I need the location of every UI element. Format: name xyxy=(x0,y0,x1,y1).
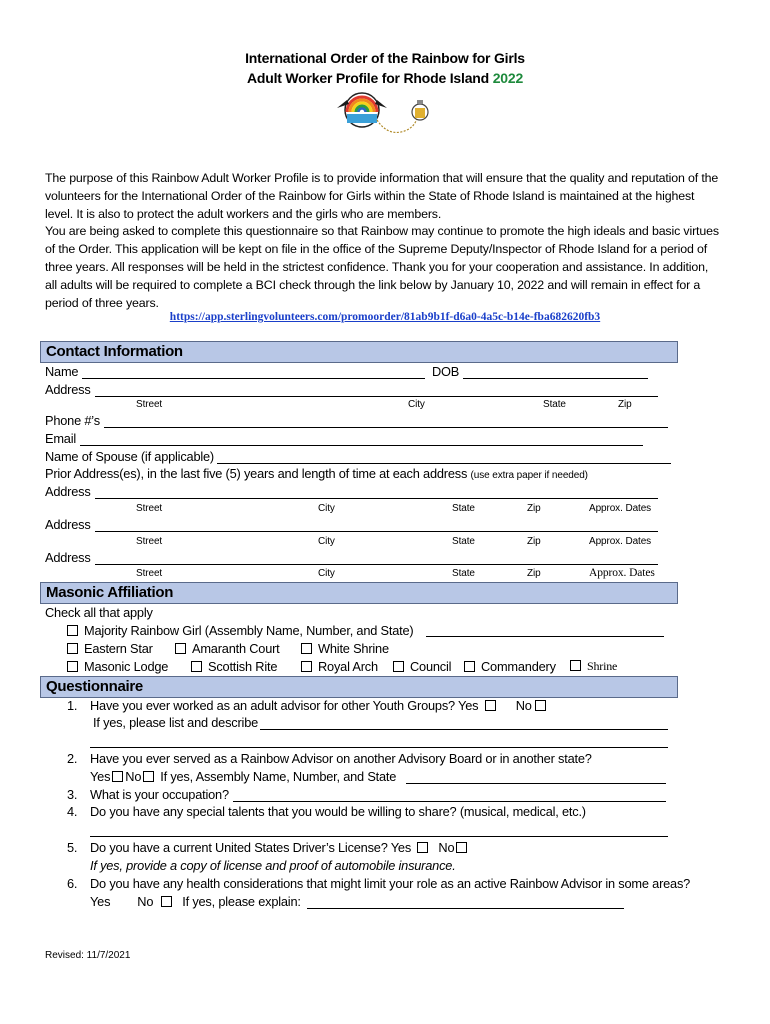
masonic-heading: Masonic Affiliation xyxy=(46,584,174,601)
scottish-rite-option[interactable] xyxy=(191,659,277,674)
title-year: 2022 xyxy=(492,70,524,86)
rainbow-emblem-icon xyxy=(327,90,447,140)
prior-3-state-caption: State xyxy=(452,568,475,579)
occupation-field[interactable] xyxy=(233,801,666,802)
shrine-option[interactable] xyxy=(570,659,617,674)
prior-1-zip-caption: Zip xyxy=(527,503,541,514)
prior-2-dates-caption: Approx. Dates xyxy=(589,536,652,547)
prior-2-state-caption: State xyxy=(452,536,475,547)
checkbox-icon[interactable] xyxy=(570,660,581,671)
q1-text xyxy=(90,698,552,713)
revised-date: Revised: 11/7/2021 xyxy=(45,950,131,961)
prior-1-state-caption: State xyxy=(452,503,475,514)
email-field[interactable] xyxy=(80,445,643,446)
prior-3-dates-caption: Approx. Dates xyxy=(589,567,655,579)
prior-address-2-field[interactable] xyxy=(95,531,658,532)
title-prefix: Adult Worker Profile for Rhode Island xyxy=(246,70,489,86)
q2-no-label: No xyxy=(125,769,142,784)
q4-label: Do you have any special talents that you would be willing to share? (musical, medical, etc.) xyxy=(90,804,586,819)
prior-3-street-caption: Street xyxy=(136,568,163,579)
address-field[interactable] xyxy=(95,396,658,397)
majority-rainbow-option[interactable] xyxy=(67,623,413,638)
q6-no-label: No xyxy=(137,894,154,909)
prior-1-city-caption: City xyxy=(318,503,335,514)
prior-address-text: Prior Address(es), in the last five (5) years and length of time at each address xyxy=(45,466,468,481)
intro-paragraph-2: You are being asked to complete this questionnaire so that Rainbow may continue to promote the high ideals and basic virtues of the Order. This application will be kept on file in the office of the Supreme Deputy/Inspector of Rhode Island for a period of three years. All responses will be held in the strictest confidence. Thank you for your cooperation and assistance. In addition, all adults will be required to complete a BCI check through the link below by January 10, 2022 and will remain in effect for a period of three years. xyxy=(45,224,719,310)
q6-number: 6. xyxy=(67,876,78,891)
prior-address-1-field[interactable] xyxy=(95,498,658,499)
spouse-field[interactable] xyxy=(217,463,671,464)
q1-no-label: No xyxy=(515,698,532,713)
q6-yes-label: Yes xyxy=(90,894,111,909)
shrine-label: Shrine xyxy=(587,659,618,673)
contact-heading: Contact Information xyxy=(46,343,183,360)
address-street-caption: Street xyxy=(136,399,163,410)
majority-label: Majority Rainbow Girl (Assembly Name, Number, and State) xyxy=(84,623,414,638)
prior-address-1-label: Address xyxy=(45,484,91,499)
amaranth-label: Amaranth Court xyxy=(192,641,280,656)
checkbox-icon[interactable] xyxy=(301,643,312,654)
checkbox-icon[interactable] xyxy=(67,643,78,654)
prior-2-street-caption: Street xyxy=(136,536,163,547)
checkbox-icon[interactable] xyxy=(301,661,312,672)
checkbox-icon[interactable] xyxy=(535,700,546,711)
checkbox-icon[interactable] xyxy=(112,771,123,782)
eastern-star-option[interactable] xyxy=(67,641,153,656)
masonic-section-header xyxy=(40,582,678,604)
royal-arch-label: Royal Arch xyxy=(318,659,378,674)
title-line-1: International Order of the Rainbow for Girls xyxy=(245,50,525,66)
q2-answer-row xyxy=(90,769,396,784)
q6-explain-field[interactable] xyxy=(307,908,624,909)
masonic-lodge-label: Masonic Lodge xyxy=(84,659,169,674)
q5-no-label: No xyxy=(438,840,455,855)
checkbox-icon[interactable] xyxy=(67,625,78,636)
q1-follow-label: If yes, please list and describe xyxy=(93,715,259,730)
address-label: Address xyxy=(45,382,91,397)
prior-address-2-label: Address xyxy=(45,517,91,532)
checkbox-icon[interactable] xyxy=(161,896,172,907)
q1-describe-field-2[interactable] xyxy=(90,747,668,748)
q6-answer-row xyxy=(90,894,301,909)
address-state-caption: State xyxy=(543,399,566,410)
q2-assembly-field[interactable] xyxy=(406,783,666,784)
prior-1-dates-caption: Approx. Dates xyxy=(589,503,652,514)
phone-label: Phone #’s xyxy=(45,413,100,428)
questionnaire-heading: Questionnaire xyxy=(46,678,143,695)
prior-3-city-caption: City xyxy=(318,568,335,579)
q6-label: Do you have any health considerations that might limit your role as an active Rainbow Advisor in some areas? xyxy=(90,876,691,891)
q5-label: Do you have a current United States Driver’s License? Yes xyxy=(90,840,412,855)
q1-label: Have you ever worked as an adult advisor for other Youth Groups? Yes xyxy=(90,698,479,713)
checkbox-icon[interactable] xyxy=(417,842,428,853)
white-shrine-option[interactable] xyxy=(301,641,389,656)
commandery-option[interactable] xyxy=(464,659,556,674)
white-shrine-label: White Shrine xyxy=(318,641,389,656)
checkbox-icon[interactable] xyxy=(456,842,467,853)
contact-section-header xyxy=(40,341,678,363)
q2-label: Have you ever served as a Rainbow Advisor on another Advisory Board or in another state? xyxy=(90,751,592,766)
checkbox-icon[interactable] xyxy=(464,661,475,672)
checkbox-icon[interactable] xyxy=(393,661,404,672)
council-label: Council xyxy=(410,659,452,674)
checkbox-icon[interactable] xyxy=(175,643,186,654)
name-field[interactable] xyxy=(82,378,425,379)
spouse-label: Name of Spouse (if applicable) xyxy=(45,449,214,464)
prior-address-label xyxy=(45,466,588,481)
q1-describe-field[interactable] xyxy=(260,729,668,730)
prior-address-note: (use extra paper if needed) xyxy=(470,470,588,481)
q2-number: 2. xyxy=(67,751,78,766)
q2-yes-label: Yes xyxy=(90,769,111,784)
prior-2-zip-caption: Zip xyxy=(527,536,541,547)
title-line-2 xyxy=(0,70,770,86)
dob-label: DOB xyxy=(432,364,460,379)
q1-number: 1. xyxy=(67,698,78,713)
prior-3-zip-caption: Zip xyxy=(527,568,541,579)
scottish-rite-label: Scottish Rite xyxy=(208,659,278,674)
prior-address-3-field[interactable] xyxy=(95,564,658,565)
address-zip-caption: Zip xyxy=(618,399,632,410)
q3-label: What is your occupation? xyxy=(90,787,229,802)
check-all-label: Check all that apply xyxy=(45,605,153,620)
masonic-lodge-option[interactable] xyxy=(67,659,168,674)
q3-number: 3. xyxy=(67,787,78,802)
dob-field[interactable] xyxy=(463,378,648,379)
q6-follow-label: If yes, please explain: xyxy=(182,894,301,909)
address-city-caption: City xyxy=(408,399,425,410)
commandery-label: Commandery xyxy=(481,659,556,674)
majority-assembly-field[interactable] xyxy=(426,636,664,637)
q4-number: 4. xyxy=(67,804,78,819)
intro-paragraph-1: The purpose of this Rainbow Adult Worker Profile is to provide information that will ensure that the quality and reputation of the volunteers for the International Order of the Rainbow for Girls within the State of Rhode Island is maintained at the highest level. It is also to protect the adult workers and the girls who are members. xyxy=(45,171,719,221)
checkbox-icon[interactable] xyxy=(143,771,154,782)
intro-text xyxy=(45,170,721,312)
q5-follow-label: If yes, provide a copy of license and proof of automobile insurance. xyxy=(90,858,456,873)
prior-address-3-label: Address xyxy=(45,550,91,565)
talents-field[interactable] xyxy=(90,836,668,837)
phone-field[interactable] xyxy=(104,427,668,428)
checkbox-icon[interactable] xyxy=(191,661,202,672)
checkbox-icon[interactable] xyxy=(67,661,78,672)
name-label: Name xyxy=(45,364,79,379)
bci-check-link[interactable]: https://app.sterlingvolunteers.com/promoorder/81ab9b1f-d6a0-4a5c-b14e-fba682620fb3 xyxy=(169,311,601,323)
questionnaire-section-header xyxy=(40,676,678,698)
checkbox-icon[interactable] xyxy=(485,700,496,711)
council-option[interactable] xyxy=(393,659,451,674)
royal-arch-option[interactable] xyxy=(301,659,378,674)
q5-number: 5. xyxy=(67,840,78,855)
email-label: Email xyxy=(45,431,76,446)
q5-text xyxy=(90,840,473,855)
amaranth-option[interactable] xyxy=(175,641,280,656)
prior-2-city-caption: City xyxy=(318,536,335,547)
prior-1-street-caption: Street xyxy=(136,503,163,514)
eastern-star-label: Eastern Star xyxy=(84,641,153,656)
q2-follow-label: If yes, Assembly Name, Number, and State xyxy=(160,769,397,784)
